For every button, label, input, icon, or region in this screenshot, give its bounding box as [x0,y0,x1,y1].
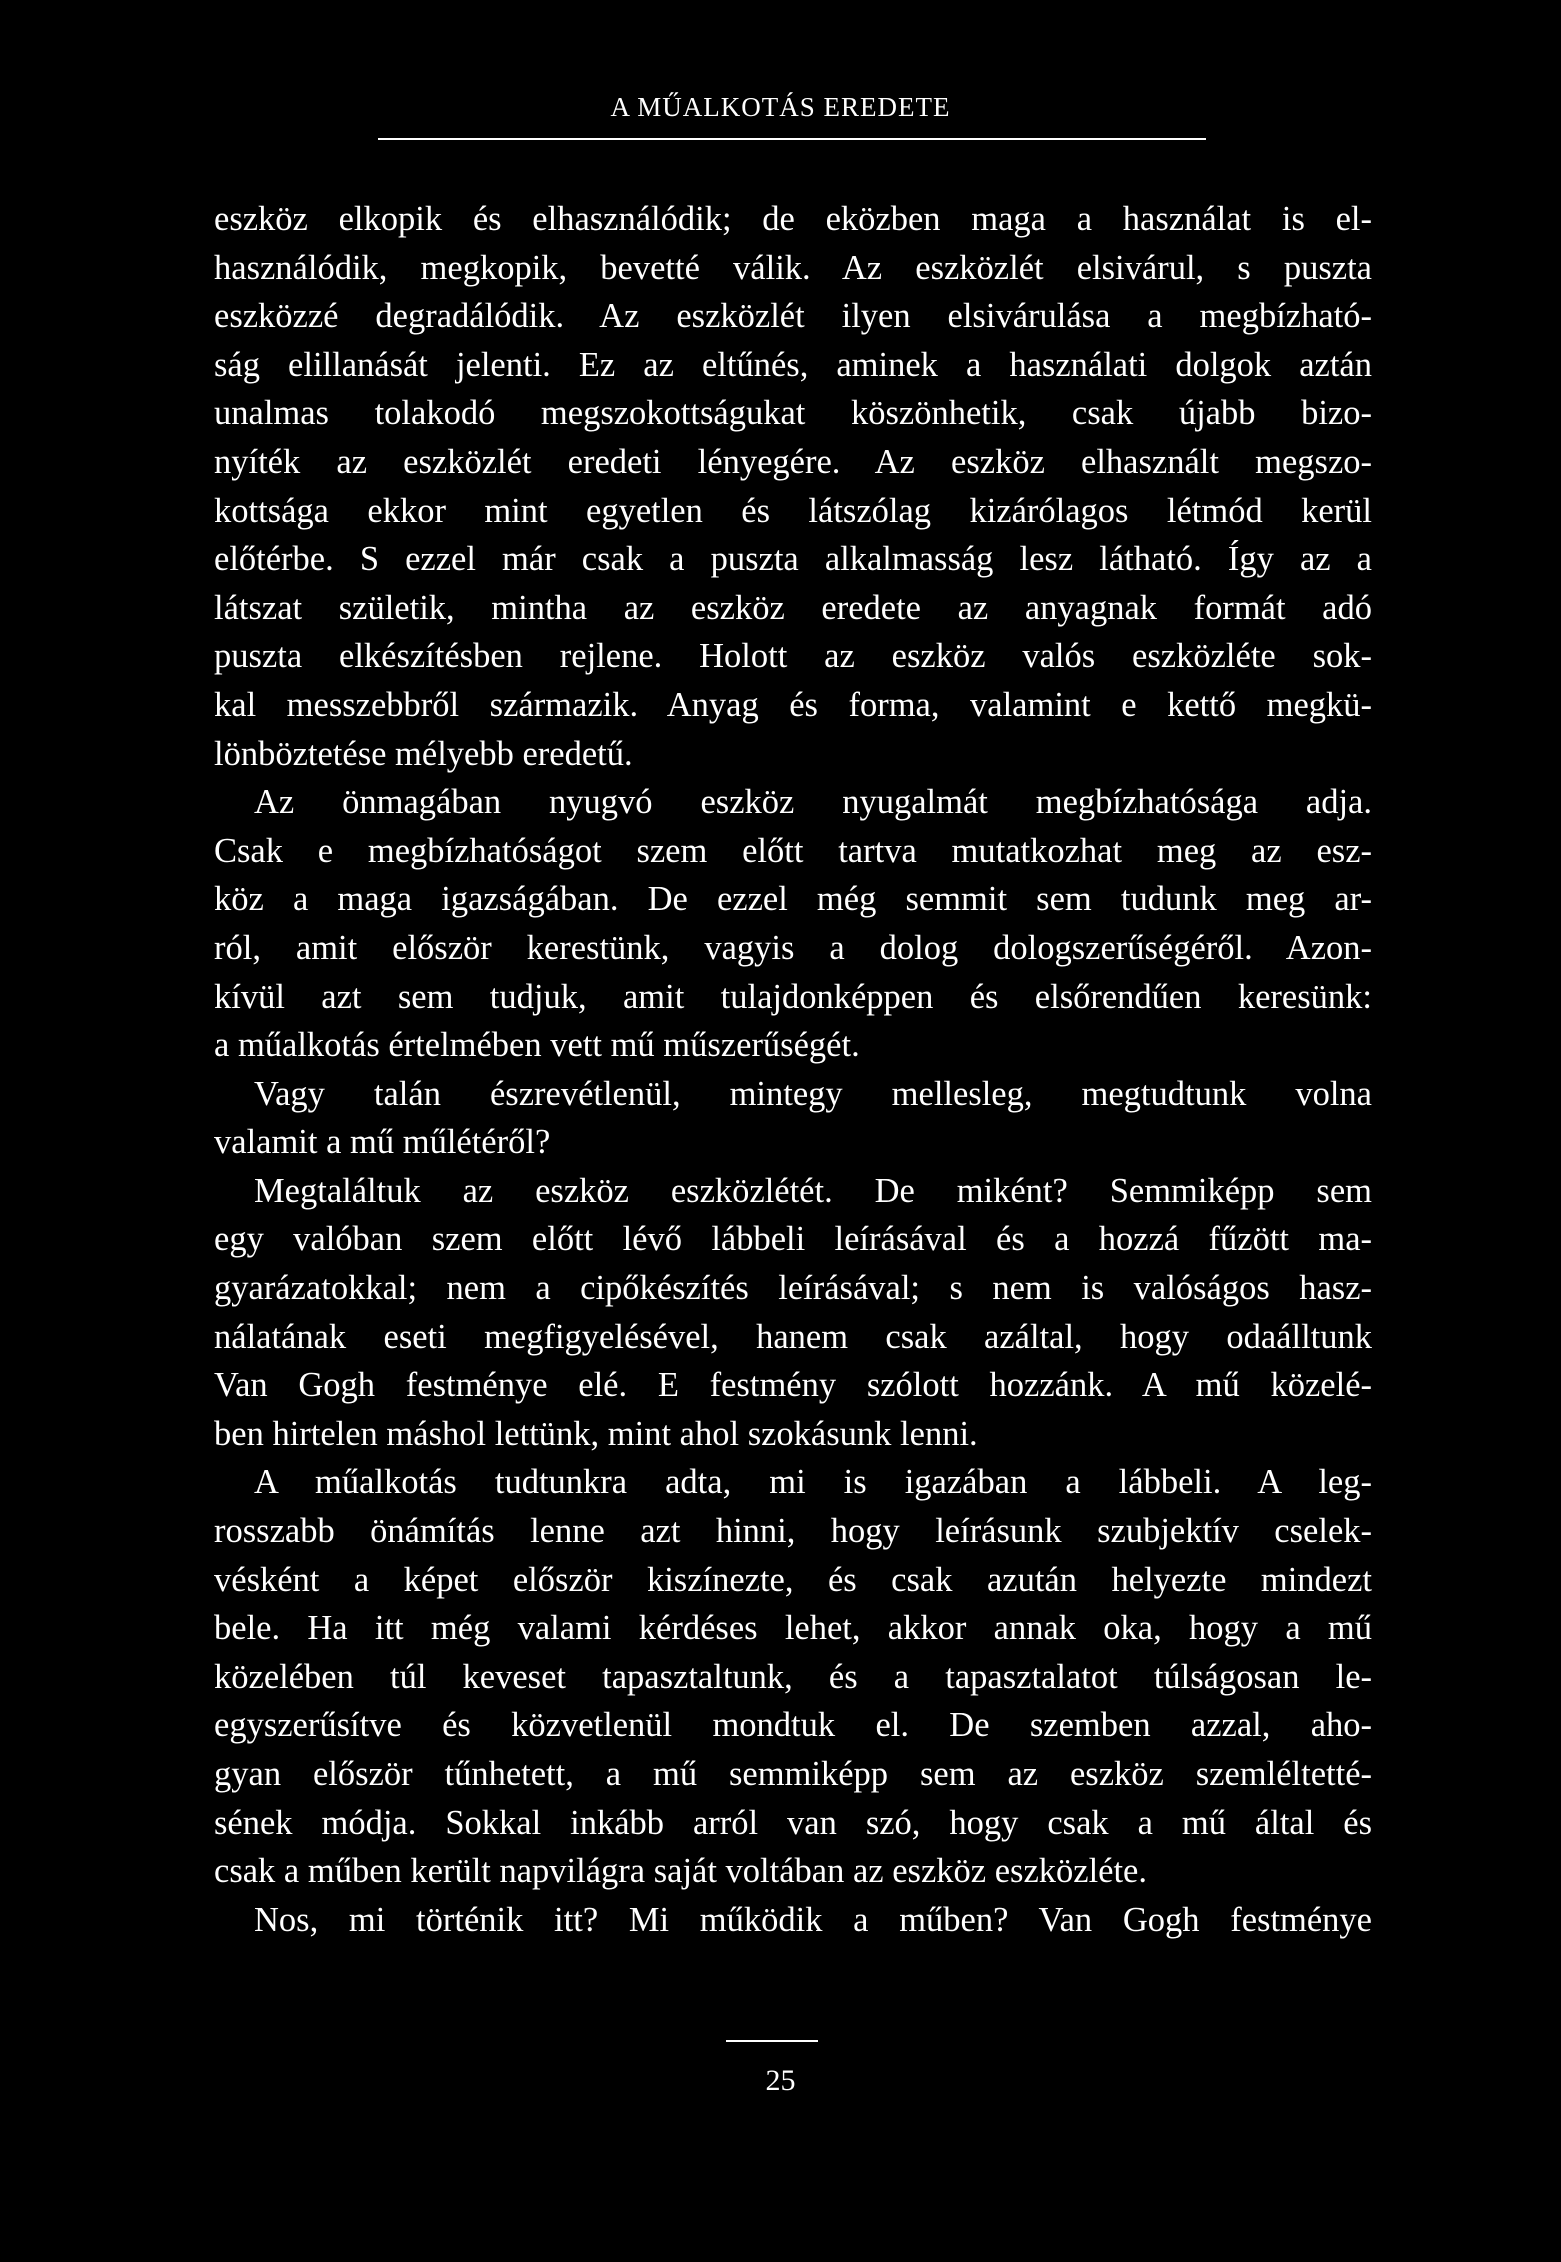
text-line: Csak e megbízhatóságot szem előtt tartva mutatkozhat meg az esz- [214,831,1372,870]
page-number: 25 [765,2064,796,2097]
text-line: nálatának eseti megfigyelésével, hanem csak azáltal, hogy odaálltunk [214,1317,1372,1356]
text-line: előtérbe. S ezzel már csak a puszta alkalmasság lesz látható. Így az a [214,540,1372,579]
text-line: gyarázatokkal; nem a cipőkészítés leírásával; s nem is valóságos hasz- [214,1269,1372,1308]
footer-rule [726,2040,818,2042]
text-line: a műalkotás értelmében vett mű műszerűségét. [214,1026,860,1065]
text-line: Az önmagában nyugvó eszköz nyugalmát megbízhatósága adja. [254,783,1372,822]
text-line: vésként a képet először kiszínezte, és csak azután helyezte mindezt [214,1560,1372,1599]
text-line: egy valóban szem előtt lévő lábbeli leírásával és a hozzá fűzött ma- [214,1220,1372,1259]
text-line: kottsága ekkor mint egyetlen és látszólag kizárólagos létmód kerül [214,491,1372,530]
text-line: használódik, megkopik, bevetté válik. Az eszközlét elsivárul, s puszta [214,248,1372,287]
text-line: rosszabb önámítás lenne azt hinni, hogy leírásunk szubjektív cselek- [214,1512,1372,1551]
paragraph [214,1167,1372,1459]
text-line: valamit a mű műlétéről? [214,1123,551,1162]
text-line: A műalkotás tudtunkra adta, mi is igazában a lábbeli. A leg- [254,1463,1372,1502]
text-line: eszköz elkopik és elhasználódik; de eközben maga a használat is el- [214,200,1372,238]
text-line: köz a maga igazságában. De ezzel még semmit sem tudunk meg ar- [214,880,1372,919]
text-line: gyan először tűnhetett, a mű semmiképp sem az eszköz szemléltetté- [214,1755,1372,1793]
text-line: Nos, mi történik itt? Mi működik a műben? Van Gogh festménye [254,1900,1372,1939]
text-line: eszközzé degradálódik. Az eszközlét ilyen elsivárulása a megbízható- [214,297,1372,336]
header-rule [378,138,1206,140]
body-text [214,195,1372,1944]
running-title: A MŰALKOTÁS EREDETE [610,92,951,122]
text-line: látszat születik, mintha az eszköz eredete az anyagnak formát adó [214,588,1372,627]
text-line: bele. Ha itt még valami kérdéses lehet, akkor annak oka, hogy a mű [214,1609,1372,1648]
text-line: közelében túl keveset tapasztaltunk, és a tapasztalatot túlságosan le- [214,1657,1372,1696]
text-line: lönböztetése mélyebb eredetű. [214,734,633,773]
text-line: ság elillanását jelenti. Ez az eltűnés, aminek a használati dolgok aztán [214,345,1372,384]
text-line: Van Gogh festménye elé. E festmény szólott hozzánk. A mű közelé- [214,1366,1372,1405]
text-line: Megtaláltuk az eszköz eszközlétét. De miként? Semmiképp sem [254,1171,1372,1210]
paragraph [214,778,1372,1070]
paragraph [214,1896,1372,1945]
text-line: kívül azt sem tudjuk, amit tulajdonképpen és elsőrendűen keresünk: [214,977,1372,1016]
text-line: ról, amit először kerestünk, vagyis a dolog dologszerűségéről. Azon- [214,928,1372,967]
text-line: unalmas tolakodó megszokottságukat köszönhetik, csak újabb bizo- [214,394,1372,433]
text-line: Vagy talán észrevétlenül, mintegy mellesleg, megtudtunk volna [254,1074,1372,1113]
paragraph [214,1070,1372,1167]
text-line: kal messzebbről származik. Anyag és forma, valamint e kettő megkü- [214,685,1372,724]
text-line: egyszerűsítve és közvetlenül mondtuk el. De szemben azzal, aho- [214,1706,1372,1745]
text-line: puszta elkészítésben rejlene. Holott az eszköz valós eszközléte sok- [214,637,1372,676]
text-line: nyíték az eszközlét eredeti lényegére. Az eszköz elhasznált megszo- [214,442,1372,481]
paragraph [214,1458,1372,1895]
paragraph [214,195,1372,778]
text-line: sének módja. Sokkal inkább arról van szó, hogy csak a mű által és [214,1803,1372,1842]
text-line: ben hirtelen máshol lettünk, mint ahol szokásunk lenni. [214,1414,978,1453]
text-line: csak a műben került napvilágra saját voltában az eszköz eszközléte. [214,1852,1147,1891]
